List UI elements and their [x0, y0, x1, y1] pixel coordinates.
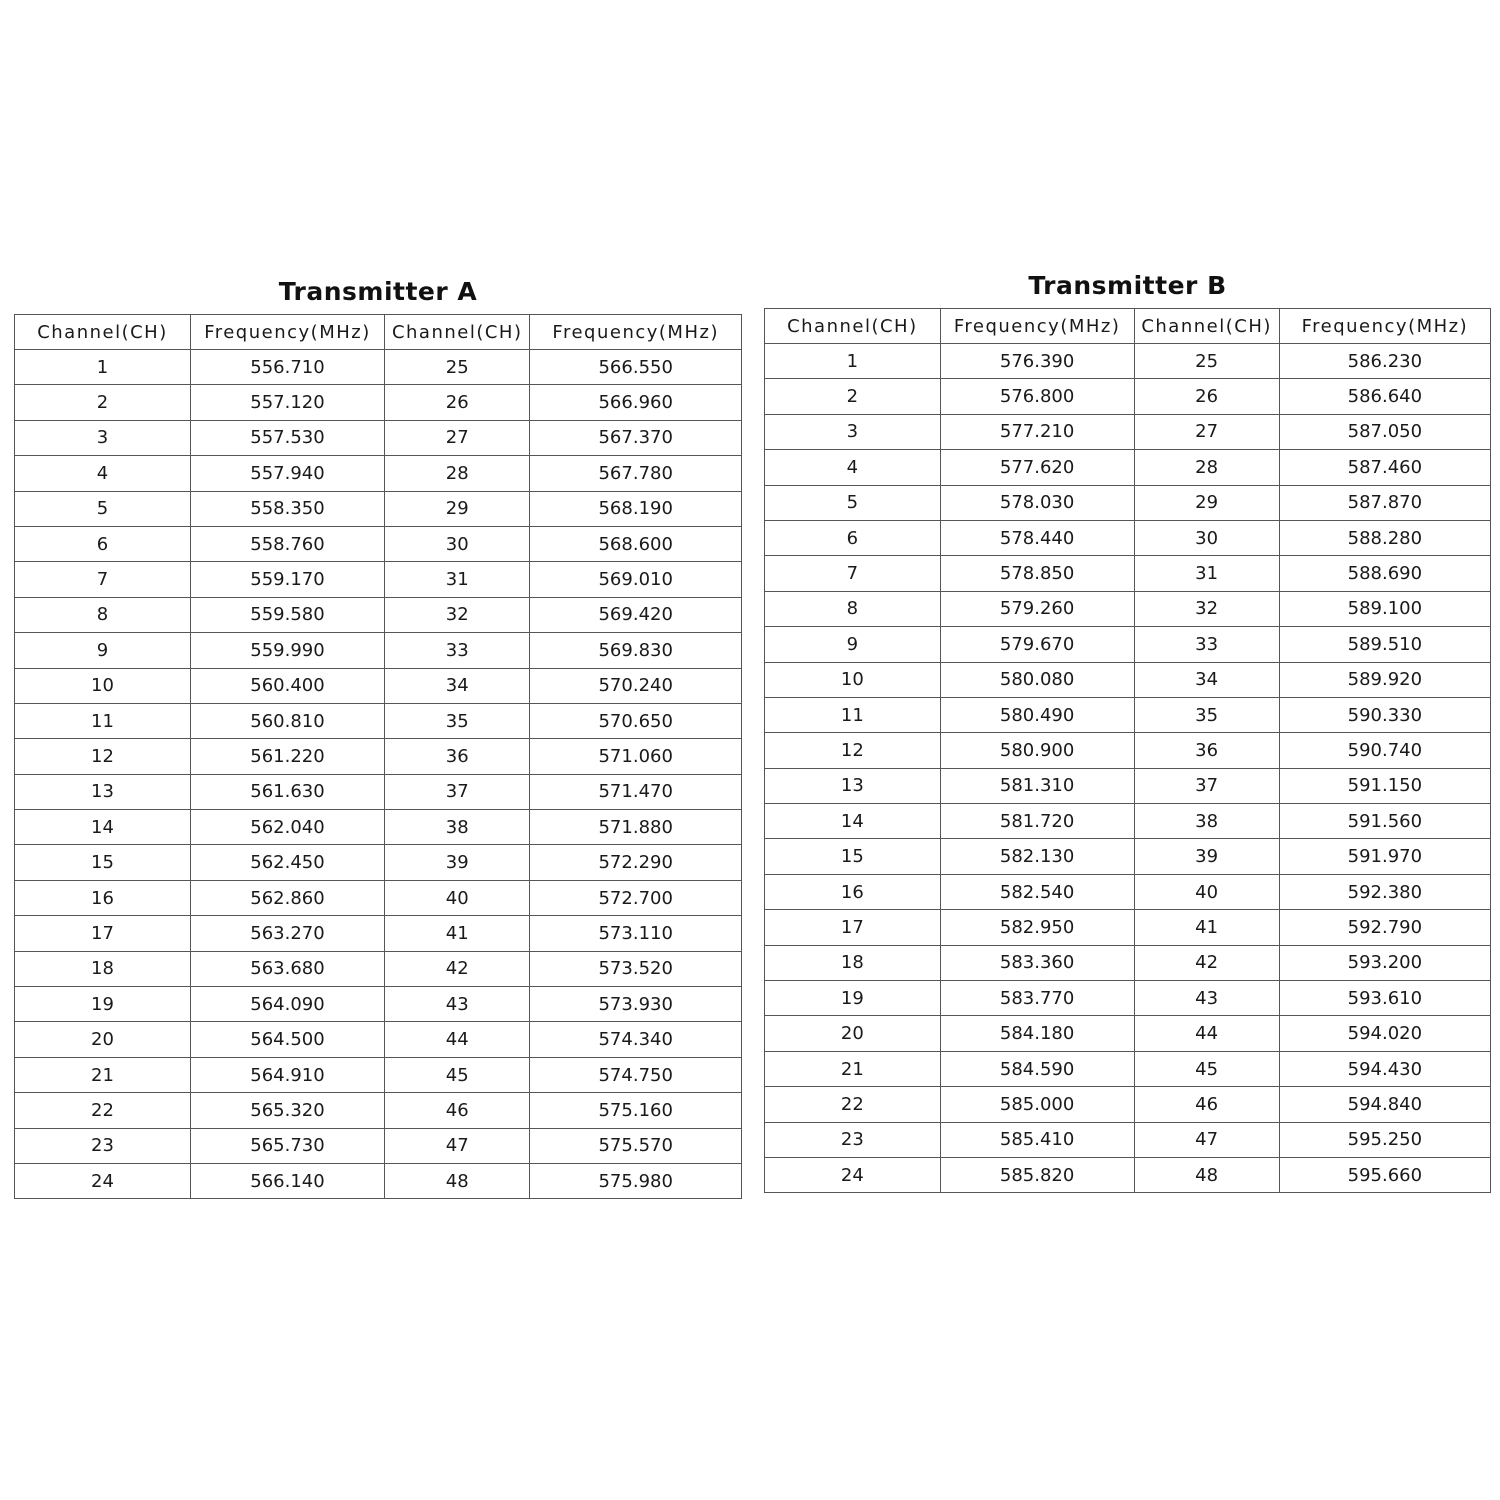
cell-channel: 44 — [1134, 1016, 1279, 1051]
cell-channel: 18 — [15, 951, 191, 986]
cell-frequency: 571.880 — [530, 810, 742, 845]
cell-frequency: 557.530 — [190, 420, 384, 455]
cell-channel: 43 — [385, 987, 530, 1022]
cell-frequency: 594.430 — [1279, 1051, 1490, 1086]
cell-channel: 19 — [765, 981, 941, 1016]
cell-frequency: 558.350 — [190, 491, 384, 526]
cell-frequency: 592.790 — [1279, 910, 1490, 945]
table-row — [765, 981, 1491, 1016]
cell-frequency: 586.640 — [1279, 379, 1490, 414]
cell-frequency: 582.540 — [940, 874, 1134, 909]
cell-channel: 2 — [765, 379, 941, 414]
cell-channel: 37 — [1134, 768, 1279, 803]
table-header-row — [15, 315, 742, 350]
table-row — [15, 880, 742, 915]
cell-frequency: 591.560 — [1279, 804, 1490, 839]
transmitter-a-panel — [14, 274, 742, 1199]
cell-channel: 2 — [15, 385, 191, 420]
cell-channel: 26 — [385, 385, 530, 420]
cell-frequency: 565.320 — [190, 1093, 384, 1128]
cell-channel: 5 — [765, 485, 941, 520]
cell-frequency: 561.220 — [190, 739, 384, 774]
cell-frequency: 566.550 — [530, 350, 742, 385]
cell-frequency: 568.600 — [530, 526, 742, 561]
cell-channel: 48 — [1134, 1157, 1279, 1192]
table-row — [765, 1087, 1491, 1122]
cell-channel: 46 — [1134, 1087, 1279, 1122]
cell-frequency: 566.960 — [530, 385, 742, 420]
cell-channel: 8 — [15, 597, 191, 632]
cell-frequency: 594.840 — [1279, 1087, 1490, 1122]
table-row — [765, 1157, 1491, 1192]
cell-channel: 33 — [1134, 627, 1279, 662]
table-row — [15, 668, 742, 703]
cell-frequency: 586.230 — [1279, 344, 1490, 379]
cell-frequency: 559.580 — [190, 597, 384, 632]
cell-channel: 4 — [15, 456, 191, 491]
cell-channel: 16 — [765, 874, 941, 909]
column-header-channel: Channel(CH) — [1134, 309, 1279, 344]
cell-frequency: 580.490 — [940, 697, 1134, 732]
cell-frequency: 559.990 — [190, 633, 384, 668]
cell-channel: 39 — [1134, 839, 1279, 874]
cell-frequency: 567.780 — [530, 456, 742, 491]
cell-channel: 38 — [1134, 804, 1279, 839]
cell-channel: 22 — [765, 1087, 941, 1122]
cell-channel: 45 — [1134, 1051, 1279, 1086]
cell-channel: 20 — [765, 1016, 941, 1051]
table-row — [15, 916, 742, 951]
cell-channel: 31 — [1134, 556, 1279, 591]
table-row — [765, 1051, 1491, 1086]
column-header-channel: Channel(CH) — [765, 309, 941, 344]
cell-frequency: 590.740 — [1279, 733, 1490, 768]
cell-channel: 28 — [1134, 450, 1279, 485]
cell-channel: 11 — [765, 697, 941, 732]
cell-frequency: 560.400 — [190, 668, 384, 703]
table-row — [15, 456, 742, 491]
cell-frequency: 574.340 — [530, 1022, 742, 1057]
transmitter-b-table — [764, 308, 1491, 1193]
cell-frequency: 588.280 — [1279, 520, 1490, 555]
cell-frequency: 570.240 — [530, 668, 742, 703]
cell-frequency: 562.860 — [190, 880, 384, 915]
cell-frequency: 575.160 — [530, 1093, 742, 1128]
cell-channel: 7 — [15, 562, 191, 597]
table-row — [15, 385, 742, 420]
cell-frequency: 572.290 — [530, 845, 742, 880]
cell-frequency: 578.030 — [940, 485, 1134, 520]
cell-frequency: 582.130 — [940, 839, 1134, 874]
table-row — [15, 1057, 742, 1092]
table-row — [15, 845, 742, 880]
cell-frequency: 578.440 — [940, 520, 1134, 555]
cell-channel: 35 — [385, 703, 530, 738]
cell-frequency: 565.730 — [190, 1128, 384, 1163]
cell-channel: 19 — [15, 987, 191, 1022]
cell-channel: 24 — [15, 1163, 191, 1198]
table-row — [15, 491, 742, 526]
cell-channel: 9 — [765, 627, 941, 662]
cell-channel: 6 — [765, 520, 941, 555]
cell-frequency: 592.380 — [1279, 874, 1490, 909]
table-row — [765, 627, 1491, 662]
cell-frequency: 563.680 — [190, 951, 384, 986]
cell-frequency: 568.190 — [530, 491, 742, 526]
cell-channel: 10 — [765, 662, 941, 697]
cell-frequency: 572.700 — [530, 880, 742, 915]
cell-frequency: 569.010 — [530, 562, 742, 597]
column-header-frequency: Frequency(MHz) — [530, 315, 742, 350]
cell-channel: 29 — [1134, 485, 1279, 520]
cell-frequency: 578.850 — [940, 556, 1134, 591]
cell-channel: 8 — [765, 591, 941, 626]
cell-channel: 37 — [385, 774, 530, 809]
table-row — [15, 1128, 742, 1163]
table-header-row — [765, 309, 1491, 344]
cell-frequency: 593.610 — [1279, 981, 1490, 1016]
cell-channel: 25 — [1134, 344, 1279, 379]
cell-frequency: 590.330 — [1279, 697, 1490, 732]
cell-frequency: 576.800 — [940, 379, 1134, 414]
table-row — [765, 662, 1491, 697]
cell-channel: 27 — [385, 420, 530, 455]
cell-channel: 33 — [385, 633, 530, 668]
cell-frequency: 562.040 — [190, 810, 384, 845]
cell-channel: 34 — [1134, 662, 1279, 697]
table-row — [15, 1163, 742, 1198]
cell-frequency: 574.750 — [530, 1057, 742, 1092]
cell-channel: 18 — [765, 945, 941, 980]
cell-frequency: 581.310 — [940, 768, 1134, 803]
cell-frequency: 587.870 — [1279, 485, 1490, 520]
table-row — [765, 379, 1491, 414]
table-row — [765, 450, 1491, 485]
table-row — [15, 810, 742, 845]
cell-frequency: 573.930 — [530, 987, 742, 1022]
cell-channel: 30 — [385, 526, 530, 561]
cell-frequency: 584.180 — [940, 1016, 1134, 1051]
table-row — [765, 697, 1491, 732]
cell-channel: 1 — [15, 350, 191, 385]
column-header-frequency: Frequency(MHz) — [1279, 309, 1490, 344]
cell-channel: 15 — [15, 845, 191, 880]
table-row — [765, 520, 1491, 555]
cell-channel: 26 — [1134, 379, 1279, 414]
table-row — [765, 839, 1491, 874]
table-row — [765, 733, 1491, 768]
cell-channel: 40 — [385, 880, 530, 915]
cell-channel: 41 — [385, 916, 530, 951]
table-row — [15, 526, 742, 561]
cell-frequency: 594.020 — [1279, 1016, 1490, 1051]
cell-channel: 45 — [385, 1057, 530, 1092]
cell-frequency: 575.570 — [530, 1128, 742, 1163]
cell-channel: 41 — [1134, 910, 1279, 945]
cell-channel: 17 — [15, 916, 191, 951]
table-row — [15, 420, 742, 455]
cell-frequency: 562.450 — [190, 845, 384, 880]
table-row — [765, 414, 1491, 449]
cell-channel: 13 — [765, 768, 941, 803]
table-row — [765, 804, 1491, 839]
table-row — [15, 1022, 742, 1057]
column-header-frequency: Frequency(MHz) — [940, 309, 1134, 344]
cell-frequency: 591.970 — [1279, 839, 1490, 874]
table-row — [765, 485, 1491, 520]
table-row — [15, 562, 742, 597]
cell-frequency: 591.150 — [1279, 768, 1490, 803]
table-row — [15, 350, 742, 385]
cell-frequency: 571.470 — [530, 774, 742, 809]
cell-channel: 47 — [1134, 1122, 1279, 1157]
table-row — [15, 633, 742, 668]
cell-frequency: 559.170 — [190, 562, 384, 597]
cell-channel: 16 — [15, 880, 191, 915]
table-row — [765, 344, 1491, 379]
cell-frequency: 583.360 — [940, 945, 1134, 980]
cell-channel: 31 — [385, 562, 530, 597]
cell-frequency: 585.410 — [940, 1122, 1134, 1157]
table-row — [15, 987, 742, 1022]
cell-frequency: 584.590 — [940, 1051, 1134, 1086]
cell-channel: 14 — [15, 810, 191, 845]
cell-frequency: 589.100 — [1279, 591, 1490, 626]
table-row — [15, 1093, 742, 1128]
cell-channel: 32 — [1134, 591, 1279, 626]
table-row — [15, 739, 742, 774]
cell-frequency: 583.770 — [940, 981, 1134, 1016]
cell-frequency: 569.420 — [530, 597, 742, 632]
cell-frequency: 579.260 — [940, 591, 1134, 626]
cell-frequency: 588.690 — [1279, 556, 1490, 591]
cell-frequency: 579.670 — [940, 627, 1134, 662]
table-row — [765, 945, 1491, 980]
table-row — [765, 1016, 1491, 1051]
cell-frequency: 563.270 — [190, 916, 384, 951]
cell-channel: 34 — [385, 668, 530, 703]
table-row — [765, 556, 1491, 591]
cell-channel: 1 — [765, 344, 941, 379]
cell-frequency: 570.650 — [530, 703, 742, 738]
cell-channel: 12 — [765, 733, 941, 768]
cell-channel: 20 — [15, 1022, 191, 1057]
cell-frequency: 585.820 — [940, 1157, 1134, 1192]
cell-channel: 40 — [1134, 874, 1279, 909]
table-row — [15, 703, 742, 738]
cell-channel: 24 — [765, 1157, 941, 1192]
cell-frequency: 564.910 — [190, 1057, 384, 1092]
cell-channel: 25 — [385, 350, 530, 385]
cell-channel: 36 — [1134, 733, 1279, 768]
table-row — [765, 1122, 1491, 1157]
transmitter-b-title: Transmitter B — [1028, 271, 1227, 300]
cell-channel: 32 — [385, 597, 530, 632]
cell-channel: 12 — [15, 739, 191, 774]
cell-frequency: 576.390 — [940, 344, 1134, 379]
cell-frequency: 566.140 — [190, 1163, 384, 1198]
cell-channel: 35 — [1134, 697, 1279, 732]
cell-frequency: 577.620 — [940, 450, 1134, 485]
cell-frequency: 567.370 — [530, 420, 742, 455]
cell-channel: 42 — [385, 951, 530, 986]
column-header-channel: Channel(CH) — [385, 315, 530, 350]
cell-frequency: 580.080 — [940, 662, 1134, 697]
cell-frequency: 577.210 — [940, 414, 1134, 449]
cell-channel: 29 — [385, 491, 530, 526]
cell-frequency: 595.250 — [1279, 1122, 1490, 1157]
cell-channel: 27 — [1134, 414, 1279, 449]
cell-frequency: 557.940 — [190, 456, 384, 491]
cell-frequency: 564.500 — [190, 1022, 384, 1057]
cell-channel: 42 — [1134, 945, 1279, 980]
cell-frequency: 580.900 — [940, 733, 1134, 768]
cell-frequency: 595.660 — [1279, 1157, 1490, 1192]
cell-frequency: 569.830 — [530, 633, 742, 668]
cell-channel: 5 — [15, 491, 191, 526]
cell-frequency: 564.090 — [190, 987, 384, 1022]
cell-channel: 9 — [15, 633, 191, 668]
cell-frequency: 587.050 — [1279, 414, 1490, 449]
cell-frequency: 556.710 — [190, 350, 384, 385]
cell-channel: 39 — [385, 845, 530, 880]
cell-channel: 48 — [385, 1163, 530, 1198]
cell-channel: 13 — [15, 774, 191, 809]
cell-channel: 14 — [765, 804, 941, 839]
cell-channel: 38 — [385, 810, 530, 845]
transmitter-a-title: Transmitter A — [278, 277, 478, 306]
cell-channel: 6 — [15, 526, 191, 561]
table-row — [15, 774, 742, 809]
table-row — [15, 951, 742, 986]
cell-frequency: 581.720 — [940, 804, 1134, 839]
cell-channel: 17 — [765, 910, 941, 945]
cell-frequency: 561.630 — [190, 774, 384, 809]
cell-channel: 4 — [765, 450, 941, 485]
cell-frequency: 589.510 — [1279, 627, 1490, 662]
cell-frequency: 589.920 — [1279, 662, 1490, 697]
cell-channel: 10 — [15, 668, 191, 703]
cell-channel: 21 — [15, 1057, 191, 1092]
cell-channel: 22 — [15, 1093, 191, 1128]
cell-frequency: 582.950 — [940, 910, 1134, 945]
cell-frequency: 560.810 — [190, 703, 384, 738]
cell-frequency: 585.000 — [940, 1087, 1134, 1122]
column-header-frequency: Frequency(MHz) — [190, 315, 384, 350]
cell-channel: 47 — [385, 1128, 530, 1163]
cell-channel: 7 — [765, 556, 941, 591]
cell-frequency: 575.980 — [530, 1163, 742, 1198]
table-row — [15, 597, 742, 632]
transmitter-a-table — [14, 314, 742, 1199]
table-row — [765, 910, 1491, 945]
cell-channel: 3 — [765, 414, 941, 449]
cell-channel: 11 — [15, 703, 191, 738]
column-header-channel: Channel(CH) — [15, 315, 191, 350]
cell-channel: 3 — [15, 420, 191, 455]
cell-channel: 30 — [1134, 520, 1279, 555]
table-row — [765, 874, 1491, 909]
cell-channel: 23 — [15, 1128, 191, 1163]
cell-frequency: 573.520 — [530, 951, 742, 986]
cell-channel: 44 — [385, 1022, 530, 1057]
cell-channel: 36 — [385, 739, 530, 774]
cell-frequency: 557.120 — [190, 385, 384, 420]
cell-channel: 23 — [765, 1122, 941, 1157]
cell-channel: 15 — [765, 839, 941, 874]
cell-frequency: 573.110 — [530, 916, 742, 951]
cell-frequency: 558.760 — [190, 526, 384, 561]
cell-channel: 21 — [765, 1051, 941, 1086]
table-row — [765, 768, 1491, 803]
cell-frequency: 593.200 — [1279, 945, 1490, 980]
cell-channel: 46 — [385, 1093, 530, 1128]
cell-channel: 43 — [1134, 981, 1279, 1016]
cell-frequency: 587.460 — [1279, 450, 1490, 485]
cell-frequency: 571.060 — [530, 739, 742, 774]
cell-channel: 28 — [385, 456, 530, 491]
transmitter-b-panel — [764, 268, 1491, 1193]
table-row — [765, 591, 1491, 626]
